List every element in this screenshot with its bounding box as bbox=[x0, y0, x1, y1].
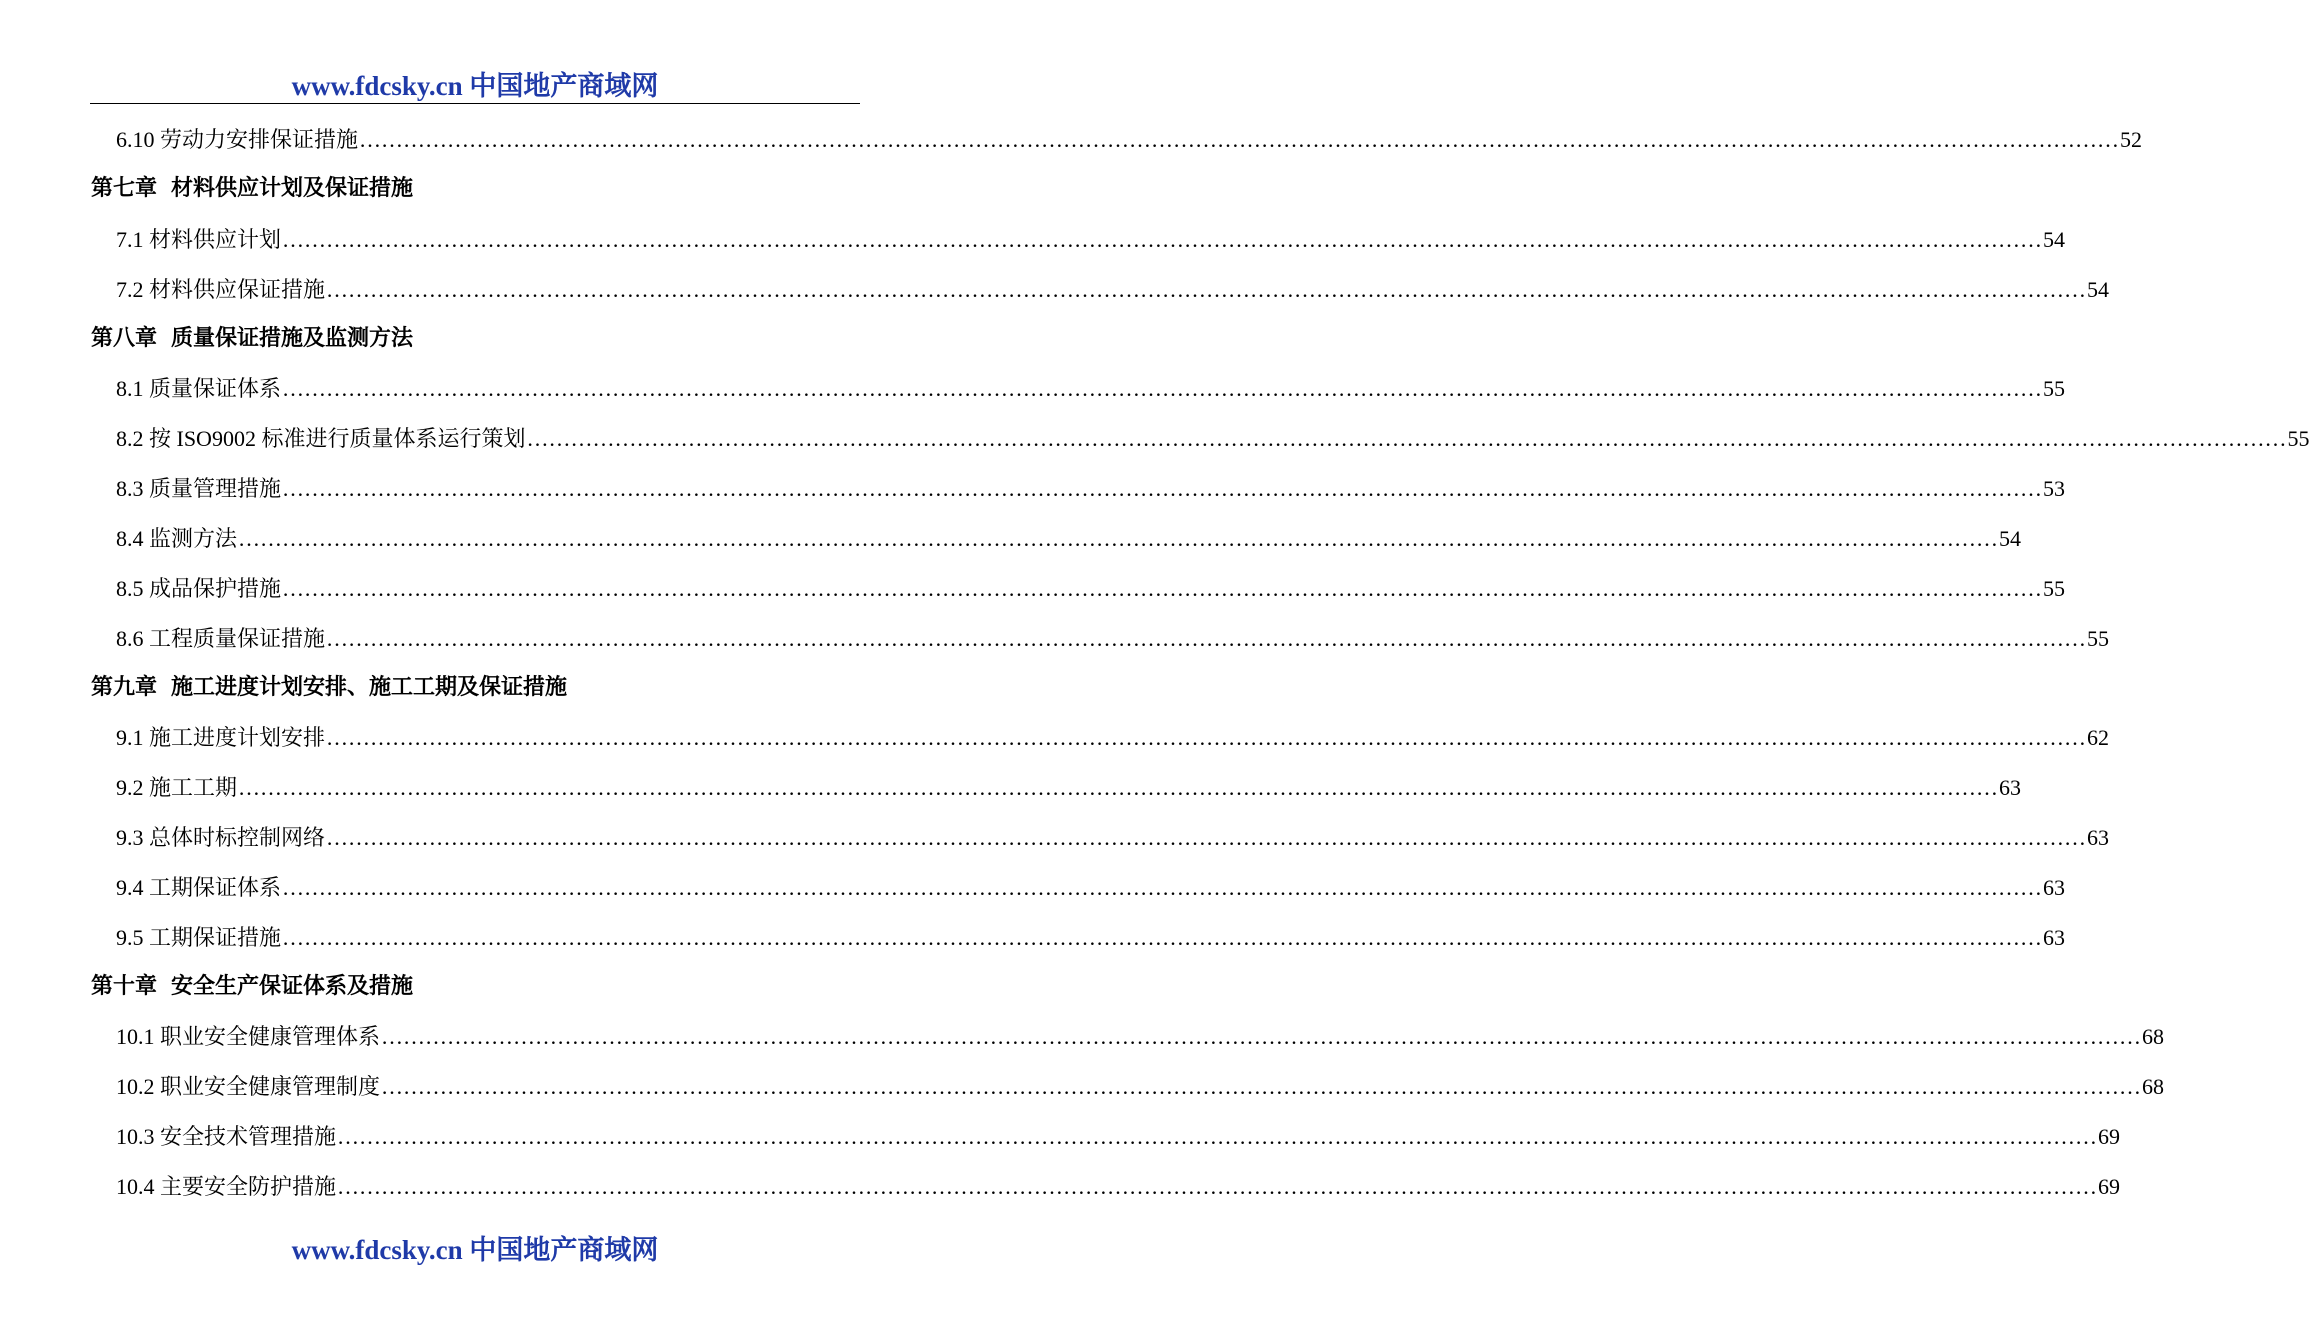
toc-entry-label: 10.2 职业安全健康管理制度 bbox=[116, 1074, 381, 1099]
leader-dots: …………………………………………………………………………………………………………………………………………………………………………………………………………………… bbox=[282, 476, 2043, 501]
toc-entry-page: 55 bbox=[2087, 626, 2110, 651]
leader-dots: …………………………………………………………………………………………………………………………………………………………………………………………………………………… bbox=[359, 127, 2120, 152]
leader-dots: …………………………………………………………………………………………………………………………………………………………………………………………………………………… bbox=[326, 725, 2087, 750]
toc-entry-page: 63 bbox=[2043, 875, 2066, 900]
toc-entry-6-10[interactable] bbox=[116, 120, 2143, 160]
leader-dots: …………………………………………………………………………………………………………………………………………………………………………………………………………………… bbox=[326, 277, 2087, 302]
toc-entry-page: 68 bbox=[2142, 1074, 2165, 1099]
toc-entry-8-2[interactable] bbox=[116, 419, 2309, 459]
toc-entry-8-3[interactable] bbox=[116, 469, 2066, 509]
toc-entry-label: 6.10 劳动力安排保证措施 bbox=[116, 127, 359, 152]
toc-entry-8-1[interactable] bbox=[116, 369, 2066, 409]
toc-entry-label: 10.3 安全技术管理措施 bbox=[116, 1124, 337, 1149]
chapter-number: 第七章 bbox=[91, 176, 158, 201]
chapter-title: 施工进度计划安排、施工工期及保证措施 bbox=[171, 675, 568, 700]
toc-chapter-7[interactable] bbox=[91, 169, 851, 209]
header-rule bbox=[90, 103, 860, 104]
toc-entry-10-2[interactable] bbox=[116, 1067, 2165, 1107]
toc-entry-page: 63 bbox=[2087, 825, 2110, 850]
leader-dots: …………………………………………………………………………………………………………………………………………………………………………………………………………………… bbox=[282, 875, 2043, 900]
toc-entry-label: 8.1 质量保证体系 bbox=[116, 376, 282, 401]
toc-entry-7-2[interactable] bbox=[116, 270, 2110, 310]
page-footer: www.fdcsky.cn 中国地产商域网 bbox=[291, 1235, 659, 1265]
toc-entry-label: 10.1 职业安全健康管理体系 bbox=[116, 1024, 381, 1049]
toc-entry-10-1[interactable] bbox=[116, 1017, 2165, 1057]
chapter-number: 第八章 bbox=[91, 326, 158, 351]
toc-entry-page: 54 bbox=[2043, 227, 2066, 252]
toc-entry-label: 8.4 监测方法 bbox=[116, 526, 238, 551]
toc-entry-label: 10.4 主要安全防护措施 bbox=[116, 1174, 337, 1199]
toc-entry-page: 68 bbox=[2142, 1024, 2165, 1049]
leader-dots: …………………………………………………………………………………………………………………………………………………………………………………………………………………… bbox=[238, 775, 1999, 800]
toc-entry-10-3[interactable] bbox=[116, 1117, 2121, 1157]
toc-entry-label: 7.1 材料供应计划 bbox=[116, 227, 282, 252]
toc-entry-page: 62 bbox=[2087, 725, 2110, 750]
chapter-number: 第九章 bbox=[91, 675, 158, 700]
toc-entry-label: 7.2 材料供应保证措施 bbox=[116, 277, 326, 302]
chapter-title: 质量保证措施及监测方法 bbox=[171, 326, 414, 351]
toc-entry-page: 52 bbox=[2120, 127, 2143, 152]
toc-entry-9-5[interactable] bbox=[116, 918, 2066, 958]
leader-dots: …………………………………………………………………………………………………………………………………………………………………………………………………………………… bbox=[337, 1124, 2098, 1149]
toc-entry-label: 9.5 工期保证措施 bbox=[116, 925, 282, 950]
page-header: www.fdcsky.cn 中国地产商域网 bbox=[291, 71, 659, 101]
leader-dots: …………………………………………………………………………………………………………………………………………………………………………………………………………………… bbox=[282, 925, 2043, 950]
toc-entry-page: 53 bbox=[2043, 476, 2066, 501]
leader-dots: …………………………………………………………………………………………………………………………………………………………………………………………………………………… bbox=[282, 576, 2043, 601]
toc-entry-8-6[interactable] bbox=[116, 619, 2110, 659]
toc-entry-page: 54 bbox=[1999, 526, 2022, 551]
toc-entry-label: 9.4 工期保证体系 bbox=[116, 875, 282, 900]
toc-entry-page: 54 bbox=[2087, 277, 2110, 302]
leader-dots: …………………………………………………………………………………………………………………………………………………………………………………………………………………… bbox=[526, 426, 2287, 451]
toc-entry-label: 9.2 施工工期 bbox=[116, 775, 238, 800]
toc-entry-label: 8.3 质量管理措施 bbox=[116, 476, 282, 501]
leader-dots: …………………………………………………………………………………………………………………………………………………………………………………………………………………… bbox=[282, 227, 2043, 252]
toc-entry-label: 8.6 工程质量保证措施 bbox=[116, 626, 326, 651]
toc-entry-label: 9.1 施工进度计划安排 bbox=[116, 725, 326, 750]
toc-entry-7-1[interactable] bbox=[116, 220, 2066, 260]
toc-entry-page: 55 bbox=[2287, 426, 2309, 451]
toc-entry-page: 63 bbox=[2043, 925, 2066, 950]
toc-entry-9-4[interactable] bbox=[116, 868, 2066, 908]
leader-dots: …………………………………………………………………………………………………………………………………………………………………………………………………………………… bbox=[282, 376, 2043, 401]
leader-dots: …………………………………………………………………………………………………………………………………………………………………………………………………………………… bbox=[238, 526, 1999, 551]
toc-entry-9-1[interactable] bbox=[116, 718, 2110, 758]
leader-dots: …………………………………………………………………………………………………………………………………………………………………………………………………………………… bbox=[337, 1174, 2098, 1199]
toc-entry-8-5[interactable] bbox=[116, 569, 2066, 609]
toc-entry-10-4[interactable] bbox=[116, 1167, 2121, 1207]
chapter-title: 材料供应计划及保证措施 bbox=[171, 176, 414, 201]
toc-entry-page: 69 bbox=[2098, 1124, 2121, 1149]
toc-chapter-8[interactable] bbox=[91, 319, 851, 359]
leader-dots: …………………………………………………………………………………………………………………………………………………………………………………………………………………… bbox=[381, 1024, 2142, 1049]
toc-entry-9-2[interactable] bbox=[116, 768, 2022, 808]
chapter-title: 安全生产保证体系及措施 bbox=[171, 974, 414, 999]
toc-entry-page: 63 bbox=[1999, 775, 2022, 800]
toc-entry-label: 9.3 总体时标控制网络 bbox=[116, 825, 326, 850]
toc-entry-8-4[interactable] bbox=[116, 519, 2022, 559]
chapter-number: 第十章 bbox=[91, 974, 158, 999]
leader-dots: …………………………………………………………………………………………………………………………………………………………………………………………………………………… bbox=[326, 825, 2087, 850]
toc-entry-page: 69 bbox=[2098, 1174, 2121, 1199]
toc-entry-page: 55 bbox=[2043, 376, 2066, 401]
toc-chapter-10[interactable] bbox=[91, 967, 851, 1007]
toc-entry-label: 8.2 按 ISO9002 标准进行质量体系运行策划 bbox=[116, 426, 526, 451]
toc-chapter-9[interactable] bbox=[91, 668, 851, 708]
toc-entry-label: 8.5 成品保护措施 bbox=[116, 576, 282, 601]
toc-entry-9-3[interactable] bbox=[116, 818, 2110, 858]
toc-entry-page: 55 bbox=[2043, 576, 2066, 601]
leader-dots: …………………………………………………………………………………………………………………………………………………………………………………………………………………… bbox=[381, 1074, 2142, 1099]
leader-dots: …………………………………………………………………………………………………………………………………………………………………………………………………………………… bbox=[326, 626, 2087, 651]
